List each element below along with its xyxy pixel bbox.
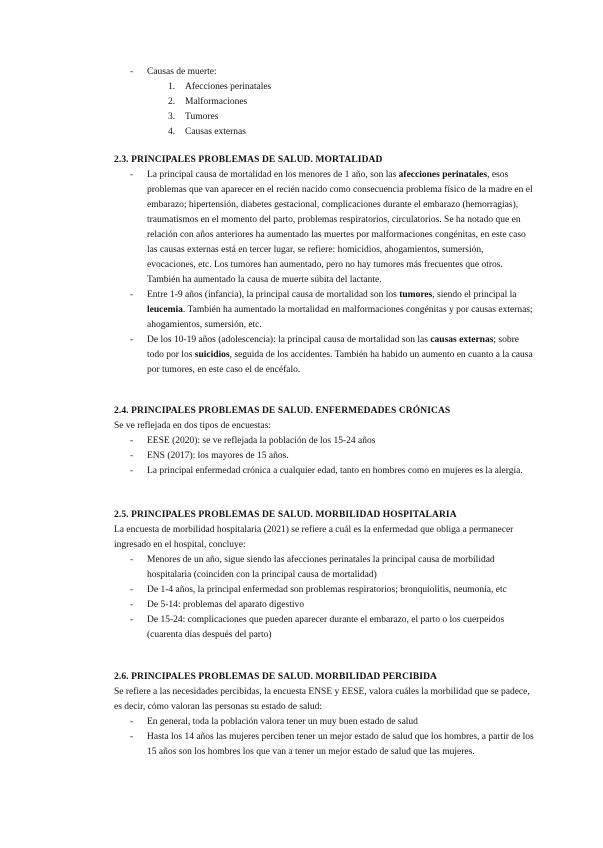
text-run: La principal causa de mortalidad en los menores de 1 año, son las bbox=[147, 170, 399, 180]
list-item bbox=[114, 168, 534, 288]
hospitalaria-list bbox=[114, 553, 534, 643]
list-item bbox=[168, 95, 534, 110]
item-number: 2. bbox=[168, 97, 176, 107]
section-heading: 2.5. PRINCIPALES PROBLEMAS DE SALUD. MORBILIDAD HOSPITALARIA bbox=[114, 510, 457, 520]
item-text: Afecciones perinatales bbox=[185, 82, 272, 92]
section-intro: Se ve reflejada en dos tipos de encuestas: bbox=[114, 421, 271, 431]
list-item: - ENS (2017): los mayores de 15 años. bbox=[114, 449, 534, 464]
list-item: - De 15-24: complicaciones que pueden aparecer durante el embarazo, el parto o los cuerpeidos (cuarenta días después del parto) bbox=[114, 613, 534, 643]
text-run: ; sobre todo por los bbox=[147, 335, 519, 360]
list-item bbox=[168, 125, 534, 140]
item-text: Causas externas bbox=[185, 127, 246, 137]
mortalidad-list bbox=[114, 168, 534, 378]
causas-numbered-list bbox=[147, 80, 534, 140]
section-heading: 2.4. PRINCIPALES PROBLEMAS DE SALUD. ENFERMEDADES CRÓNICAS bbox=[114, 406, 451, 416]
item-number: 1. bbox=[168, 82, 176, 92]
causas-list bbox=[114, 65, 534, 140]
percibida-list bbox=[114, 715, 534, 760]
causas-section bbox=[114, 65, 534, 140]
bold-text: causas externas bbox=[430, 335, 494, 345]
item-text: Tumores bbox=[185, 112, 219, 122]
text-run: Entre 1-9 años (infancia), la principal causa de mortalidad son los bbox=[147, 290, 400, 300]
section-mortalidad bbox=[114, 153, 534, 378]
bold-text: suicidios bbox=[194, 350, 230, 360]
text-run: , seguida de los accidentes. También ha habido un aumento en cuanto a la causa por tumores, en este caso el de encéfalo. bbox=[147, 350, 533, 375]
section-intro: La encuesta de morbilidad hospitalaria (2021) se refiere a cuál es la enfermedad que obliga a permanecer ingresado en el hospital, concluye: bbox=[114, 525, 514, 550]
causas-intro bbox=[114, 65, 534, 140]
list-item: - En general, toda la población valora tener un muy buen estado de salud bbox=[114, 715, 534, 730]
list-item: - Menores de un año, sigue siendo las afecciones perinatales la principal causa de morbilidad hospitalaria (coinciden con la principal causa de mortalidad) bbox=[114, 553, 534, 583]
list-item: - De 5-14: problemas del aparato digestivo bbox=[114, 598, 534, 613]
text-run: , siendo el principal la bbox=[432, 290, 517, 300]
item-number: 3. bbox=[168, 112, 176, 122]
text-run: , esos problemas que van aparecer en el recién nacido como consecuencia problema físico de la madre en el embarazo; hipertensión, diabetes gestacional, complicaciones durante el embarazo (hemorragias), traumatismos en el momento del parto, problemas respiratorios, circulatorios. Se ha notado que en relación con años anteriores ha aumentado las muertes por malformaciones congénitas, en este caso las causas externas está en tercer lugar, se refiere: homicidios, ahogamientos, sumersión, evocaciones, etc. Los tumores han aumentado, pero no hay tumores más frecuentes que otros. También ha aumentado la causa de muerte súbita del lactante. bbox=[147, 170, 533, 285]
item-text: Malformaciones bbox=[185, 97, 248, 107]
causas-intro-text: Causas de muerte: bbox=[147, 67, 217, 77]
cronicas-list bbox=[114, 434, 534, 479]
list-item: - La principal enfermedad crónica a cualquier edad, tanto en hombres como en mujeres es la alergia. bbox=[114, 464, 534, 479]
section-morbilidad-hospitalaria bbox=[114, 508, 534, 643]
section-heading: 2.6. PRINCIPALES PROBLEMAS DE SALUD. MORBILIDAD PERCIBIDA bbox=[114, 672, 438, 682]
list-item bbox=[114, 288, 534, 333]
bold-text: tumores bbox=[399, 290, 433, 300]
section-intro: Se refiere a las necesidades percibidas, la encuesta ENSE y EESE, valora cuáles la morbilidad que se padece, es decir, cómo valoran las personas su estado de salud: bbox=[114, 687, 530, 712]
bold-text: leucemia bbox=[147, 305, 183, 315]
list-item bbox=[168, 80, 534, 95]
list-item: - De 1-4 años, la principal enfermedad son problemas respiratorios; bronquiolitis, neumonía, etc bbox=[114, 583, 534, 598]
text-run: . También ha aumentado la mortalidad en malformaciones congénitas y por causas externas; ahogamientos, sumersión, etc. bbox=[147, 305, 533, 330]
section-morbilidad-percibida bbox=[114, 670, 534, 760]
section-enfermedades-cronicas bbox=[114, 404, 534, 479]
item-number: 4. bbox=[168, 127, 176, 137]
text-run: De los 10-19 años (adolescencia): la principal causa de mortalidad son las bbox=[147, 335, 431, 345]
list-item bbox=[114, 333, 534, 378]
list-item: - Hasta los 14 años las mujeres perciben tener un mejor estado de salud que los hombres, a partir de los 15 años son los hombres los que van a tener un mejor estado de salud que las mujeres. bbox=[114, 730, 534, 760]
list-item bbox=[168, 110, 534, 125]
section-heading: 2.3. PRINCIPALES PROBLEMAS DE SALUD. MORTALIDAD bbox=[114, 155, 383, 165]
list-item: - EESE (2020): se ve reflejada la población de los 15-24 años bbox=[114, 434, 534, 449]
bold-text: afecciones perinatales bbox=[398, 170, 488, 180]
